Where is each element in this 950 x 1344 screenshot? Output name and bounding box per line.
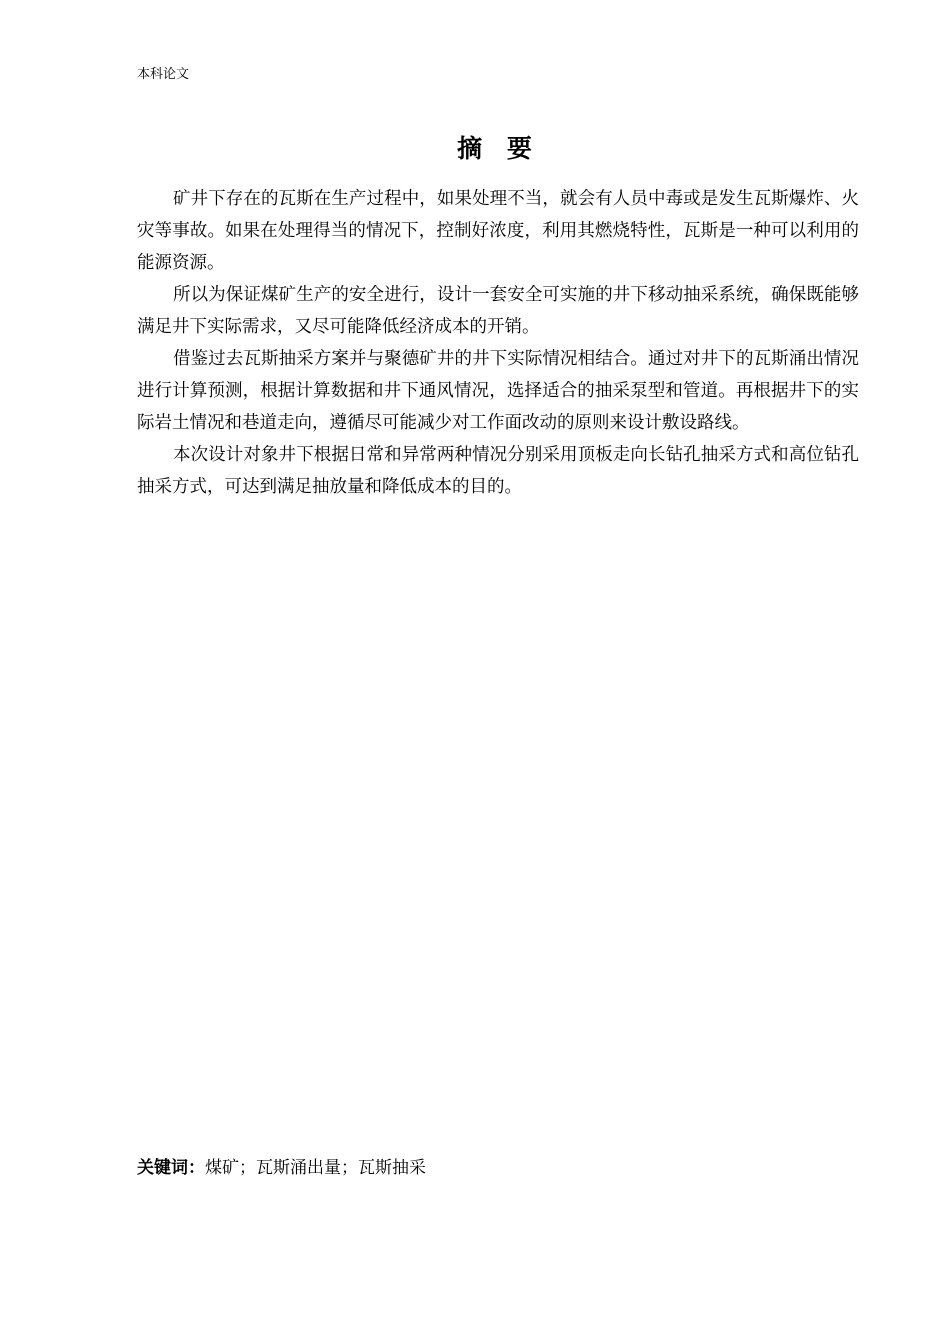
abstract-paragraph: 借鉴过去瓦斯抽采方案并与聚德矿井的井下实际情况相结合。通过对井下的瓦斯涌出情况进行计算预测，根据计算数据和井下通风情况，选择适合的抽采泵型和管道。再根据井下的实际岩土情况和巷道走向，遵循尽可能减少对工作面改动的原则来设计敷设路线。 <box>137 349 859 433</box>
keywords-line <box>137 1155 426 1181</box>
running-header: 本科论文 <box>137 67 190 82</box>
keywords-value: 煤矿；瓦斯涌出量；瓦斯抽采 <box>205 1158 426 1178</box>
abstract-paragraph: 所以为保证煤矿生产的安全进行，设计一套安全可实施的井下移动抽采系统，确保既能够满足井下实际需求，又尽可能降低经济成本的开销。 <box>137 285 859 337</box>
abstract-title: 摘 要 <box>457 134 540 163</box>
abstract-paragraph: 矿井下存在的瓦斯在生产过程中，如果处理不当，就会有人员中毒或是发生瓦斯爆炸、火灾等事故。如果在处理得当的情况下，控制好浓度，利用其燃烧特性，瓦斯是一种可以利用的能源资源。 <box>137 189 859 273</box>
abstract-body <box>137 183 859 503</box>
abstract-paragraph: 本次设计对象井下根据日常和异常两种情况分别采用顶板走向长钻孔抽采方式和高位钻孔抽采方式，可达到满足抽放量和降低成本的目的。 <box>137 445 859 497</box>
keywords-label: 关键词： <box>137 1158 205 1178</box>
